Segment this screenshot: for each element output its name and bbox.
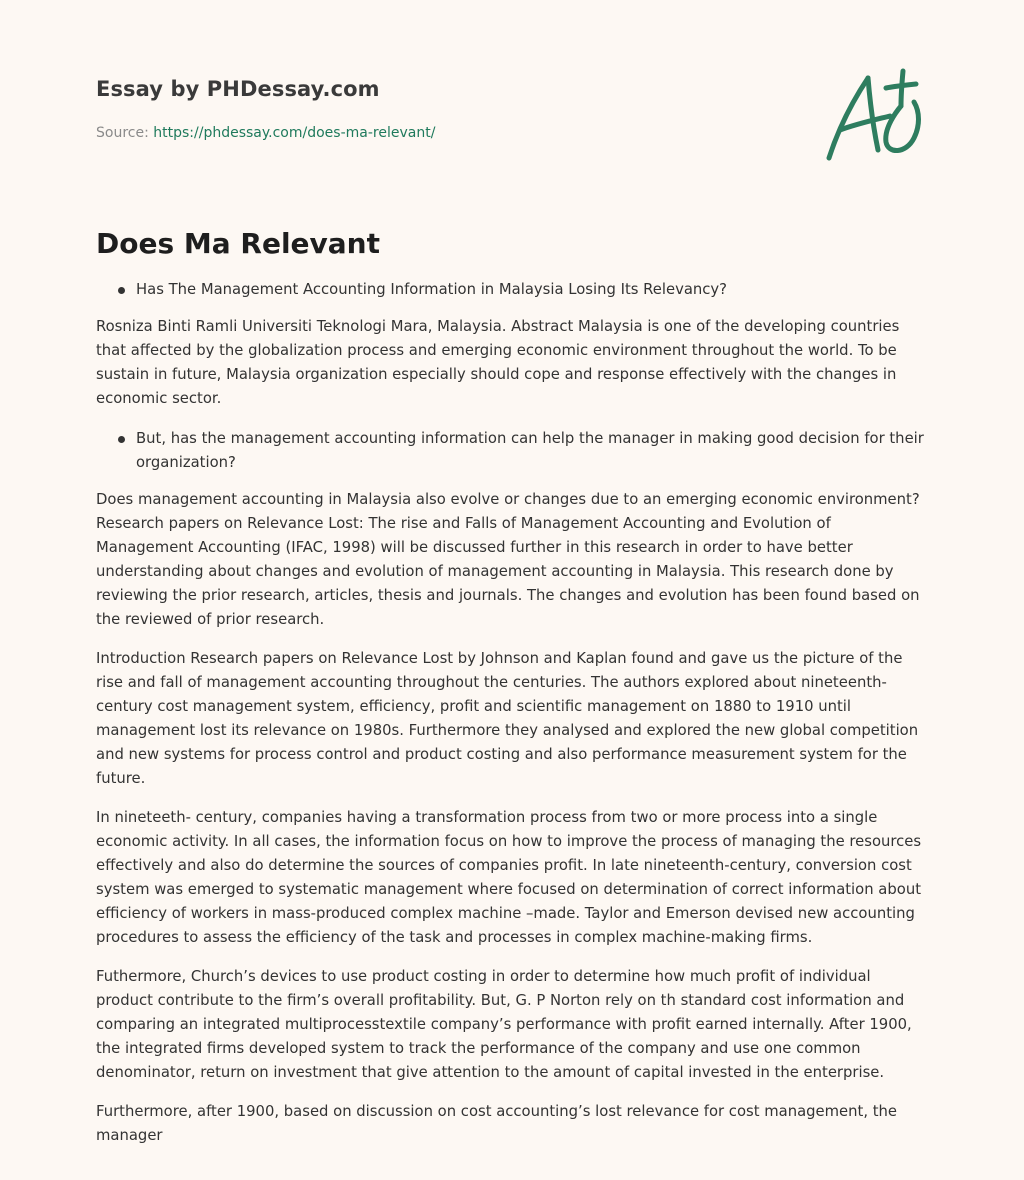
site-title: Essay by PHDessay.com (96, 77, 380, 101)
paragraph: Furthermore, after 1900, based on discussion on cost accounting’s lost relevance for cost management, the manager (96, 1103, 898, 1144)
paragraph: Futhermore, Church’s devices to use product costing in order to determine how much profit of individual product contribute to the firm’s overall profitability. But, G. P Norton rely on th standard cost information and comparing an integrated multiprocesstextile company’s performance with profit earned internally. After 1900, the integrated firms developed system to track the performance of the company and use one common denominator, return on investment that give attention to the amount of capital invested in the enterprise. (96, 968, 912, 1081)
page-title: Does Ma Relevant (96, 227, 380, 260)
a-plus-logo-icon (824, 68, 926, 164)
source-line (96, 125, 435, 141)
paragraph: In nineteeth- century, companies having a transformation process from two or more process into a single economic activity. In all cases, the information focus on how to improve the process of managing the resources effectively and also do determine the sources of companies profit. In late nineteenth-century, conversion cost system was emerged to systematic management where focused on determination of correct information about efficiency of workers in mass-produced complex machine –made. Taylor and Emerson devised new accounting procedures to assess the efficiency of the task and processes in complex machine-making firms. (96, 809, 922, 946)
paragraph: Does management accounting in Malaysia also evolve or changes due to an emerging economic environment? Research papers on Relevance Lost: The rise and Falls of Management Accounting and Evolution of Management Accounting (IFAC, 1998) will be discussed further in this research in order to have better understanding about changes and evolution of management accounting in Malaysia. This research done by reviewing the prior research, articles, thesis and journals. The changes and evolution has been found based on the reviewed of prior research. (96, 491, 920, 628)
paragraph: Rosniza Binti Ramli Universiti Teknologi Mara, Malaysia. Abstract Malaysia is one of the developing countries that affected by the globalization process and emerging economic environment throughout the world. To be sustain in future, Malaysia organization especially should cope and response effectively with the changes in economic sector. (96, 318, 900, 407)
page-header (96, 0, 928, 180)
source-link[interactable]: https://phdessay.com/does-ma-relevant/ (153, 125, 436, 141)
article (96, 226, 932, 1163)
source-label: Source: (96, 125, 154, 141)
paragraph: Introduction Research papers on Relevance Lost by Johnson and Kaplan found and gave us the picture of the rise and fall of management accounting throughout the centuries. The authors explored about nineteenth-century cost management system, efficiency, profit and scientific management on 1880 to 1910 until management lost its relevance on 1980s. Furthermore they analysed and explored the new global competition and new systems for process control and product costing and also performance measurement system for the future. (96, 650, 919, 787)
bullet-item: Has The Management Accounting Information in Malaysia Losing Its Relevancy? (96, 278, 932, 302)
bullet-item: But, has the management accounting information can help the manager in making good decision for their organization? (96, 427, 932, 475)
